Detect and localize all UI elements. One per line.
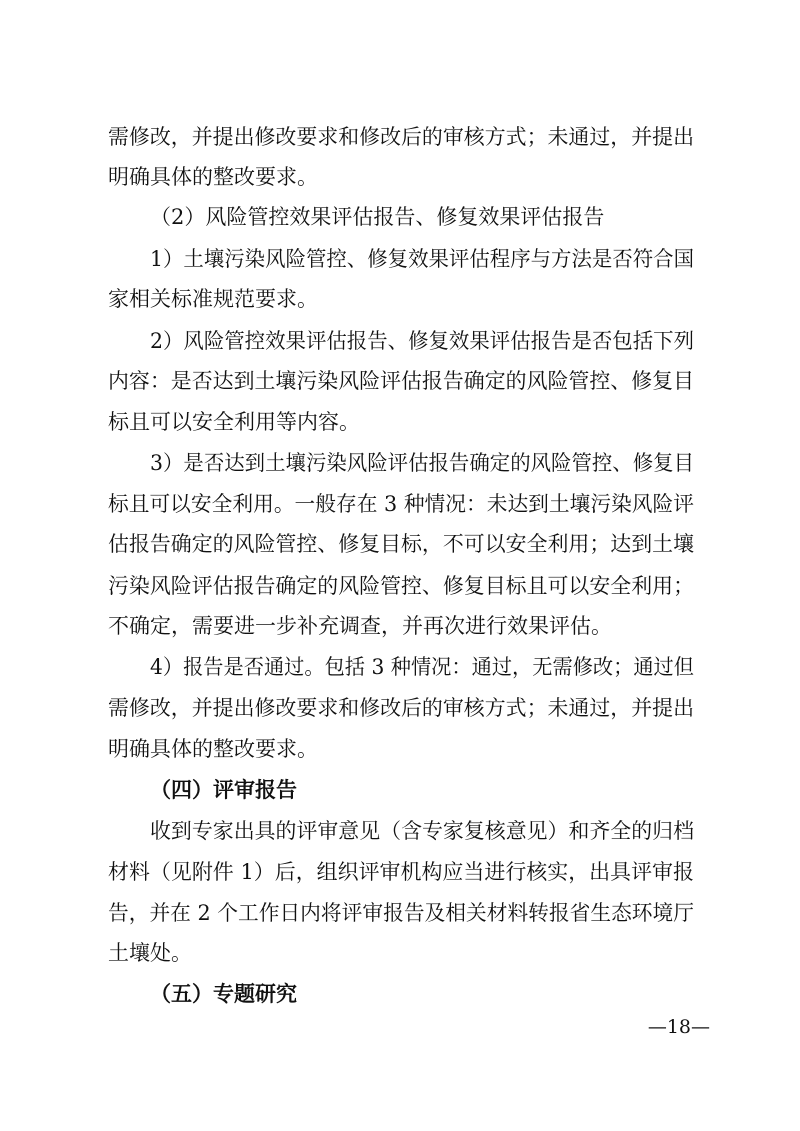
text-line: 需修改，并提出修改要求和修改后的审核方式；未通过，并提出 bbox=[108, 125, 694, 149]
text-line: 土壤处。 bbox=[108, 941, 192, 965]
text-line: 标且可以安全利用等内容。 bbox=[108, 410, 360, 434]
text-line: 2）风险管控效果评估报告、修复效果评估报告是否包括下列 bbox=[150, 329, 694, 353]
section-heading: （2）风险管控效果评估报告、修复效果评估报告 bbox=[150, 205, 605, 229]
text-line: 收到专家出具的评审意见（含专家复核意见）和齐全的归档 bbox=[150, 819, 694, 843]
text-line: 1）土壤污染风险管控、修复效果评估程序与方法是否符合国 bbox=[150, 247, 694, 271]
text-line: 材料（见附件 1）后，组织评审机构应当进行核实，出具评审报 bbox=[108, 860, 694, 884]
text-line: 污染风险评估报告确定的风险管控、修复目标且可以安全利用； bbox=[108, 574, 694, 598]
section-heading: （五）专题研究 bbox=[150, 981, 297, 1006]
page-number: —18— bbox=[647, 1016, 710, 1038]
text-line: 不确定，需要进一步补充调查，并再次进行效果评估。 bbox=[108, 614, 612, 638]
text-line: 内容：是否达到土壤污染风险评估报告确定的风险管控、修复目 bbox=[108, 369, 694, 393]
text-line: 告，并在 2 个工作日内将评审报告及相关材料转报省生态环境厅 bbox=[108, 901, 694, 925]
text-line: 家相关标准规范要求。 bbox=[108, 287, 318, 311]
text-line: 需修改，并提出修改要求和修改后的审核方式；未通过，并提出 bbox=[108, 696, 694, 720]
text-line: 明确具体的整改要求。 bbox=[108, 737, 318, 761]
text-line: 估报告确定的风险管控、修复目标，不可以安全利用；达到土壤 bbox=[108, 532, 694, 556]
text-line: 3）是否达到土壤污染风险评估报告确定的风险管控、修复目 bbox=[150, 451, 694, 475]
text-line: 明确具体的整改要求。 bbox=[108, 165, 318, 189]
text-line: 4）报告是否通过。包括 3 种情况：通过，无需修改；通过但 bbox=[150, 655, 694, 679]
section-heading: （四）评审报告 bbox=[150, 777, 297, 802]
text-line: 标且可以安全利用。一般存在 3 种情况：未达到土壤污染风险评 bbox=[108, 492, 694, 516]
